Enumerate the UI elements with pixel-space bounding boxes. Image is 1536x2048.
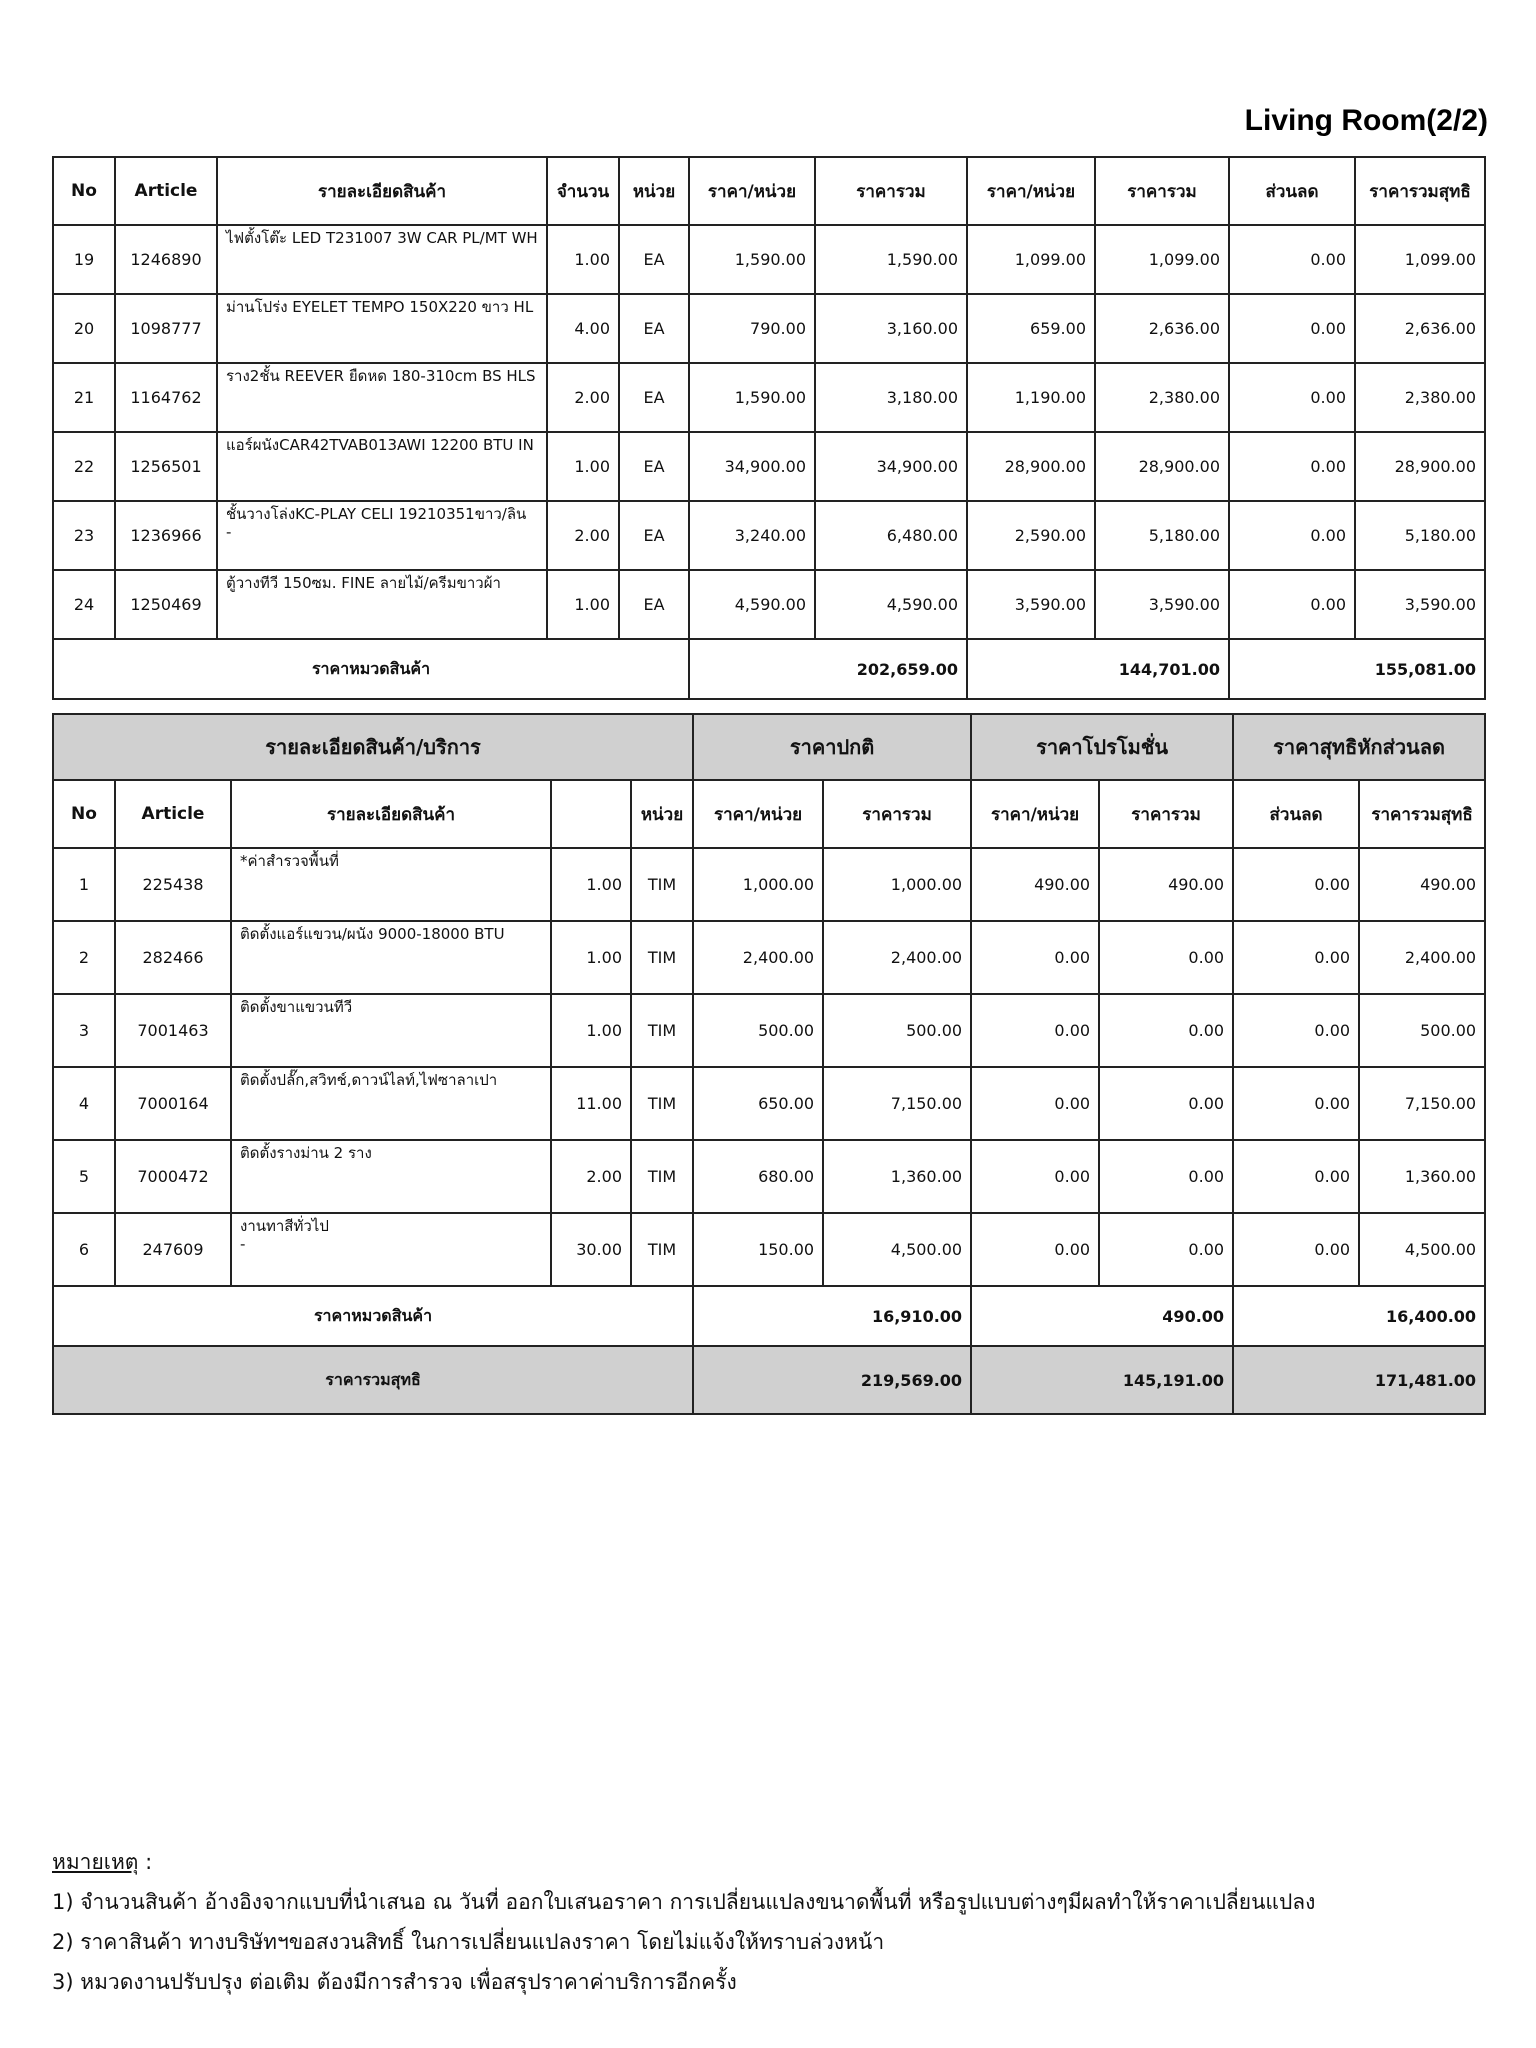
group-header-promo-price: ราคาโปรโมชั่น [971, 714, 1233, 780]
cell-promo-unit-price: 0.00 [971, 1067, 1099, 1140]
cell-promo-total: 0.00 [1099, 994, 1233, 1067]
cell-no: 5 [53, 1140, 115, 1213]
cell-promo-total: 1,099.00 [1095, 225, 1229, 294]
cell-promo-unit-price: 28,900.00 [967, 432, 1095, 501]
col-header-article: Article [115, 780, 231, 848]
col-header-unit: หน่วย [631, 780, 693, 848]
table-row [53, 570, 1485, 639]
cell-total: 1,360.00 [823, 1140, 971, 1213]
cell-quantity: 1.00 [547, 570, 619, 639]
notes-heading: หมายเหตุ [52, 1850, 139, 1874]
group-header-regular-price: ราคาปกติ [693, 714, 971, 780]
cell-unit-price: 1,000.00 [693, 848, 823, 921]
cell-quantity: 1.00 [551, 921, 631, 994]
cell-description: ราง2ชั้น REEVER ยืดหด 180-310cm BS HLS [217, 363, 547, 432]
cell-unit-price: 2,400.00 [693, 921, 823, 994]
cell-promo-total: 0.00 [1099, 1067, 1233, 1140]
cell-description [217, 501, 547, 570]
table-row [53, 225, 1485, 294]
cell-discount: 0.00 [1229, 570, 1355, 639]
col-header-unit-price: ราคา/หน่วย [689, 157, 815, 225]
grand-total-label: ราคารวมสุทธิ [53, 1346, 693, 1414]
cell-no: 19 [53, 225, 115, 294]
cell-discount: 0.00 [1229, 363, 1355, 432]
col-header-unit: หน่วย [619, 157, 689, 225]
cell-article: 1236966 [115, 501, 217, 570]
col-header-promo-unit-price: ราคา/หน่วย [971, 780, 1099, 848]
col-header-promo-total: ราคารวม [1099, 780, 1233, 848]
col-header-discount: ส่วนลด [1229, 157, 1355, 225]
cell-description: แอร์ผนังCAR42TVAB013AWI 12200 BTU IN [217, 432, 547, 501]
subtotal-promo: 490.00 [971, 1286, 1233, 1346]
cell-no: 3 [53, 994, 115, 1067]
cell-promo-total: 0.00 [1099, 921, 1233, 994]
cell-discount: 0.00 [1233, 994, 1359, 1067]
table-row [53, 1140, 1485, 1213]
cell-no: 23 [53, 501, 115, 570]
group-header-items: รายละเอียดสินค้า/บริการ [53, 714, 693, 780]
cell-unit: TIM [631, 921, 693, 994]
group-header-net-price: ราคาสุทธิหักส่วนลด [1233, 714, 1485, 780]
grand-total-regular: 219,569.00 [693, 1346, 971, 1414]
cell-net-total: 1,360.00 [1359, 1140, 1485, 1213]
cell-promo-unit-price: 0.00 [971, 1140, 1099, 1213]
products-header-row [53, 157, 1485, 225]
services-table [52, 713, 1486, 1415]
cell-article: 7000472 [115, 1140, 231, 1213]
cell-discount: 0.00 [1233, 921, 1359, 994]
cell-total: 1,590.00 [815, 225, 967, 294]
cell-no: 1 [53, 848, 115, 921]
cell-promo-unit-price: 1,190.00 [967, 363, 1095, 432]
cell-description: ติดตั้งรางม่าน 2 ราง [231, 1140, 551, 1213]
cell-article: 225438 [115, 848, 231, 921]
cell-article: 1246890 [115, 225, 217, 294]
grand-total-net: 171,481.00 [1233, 1346, 1485, 1414]
cell-total: 4,500.00 [823, 1213, 971, 1286]
cell-unit-price: 790.00 [689, 294, 815, 363]
col-header-promo-total: ราคารวม [1095, 157, 1229, 225]
cell-promo-total: 0.00 [1099, 1140, 1233, 1213]
notes-heading-line [52, 1842, 1315, 1882]
description-text: ชั้นวางโล่งKC-PLAY CELI 19210351ขาว/ลิน [226, 505, 527, 523]
cell-unit-price: 150.00 [693, 1213, 823, 1286]
cell-discount: 0.00 [1233, 1067, 1359, 1140]
description-extra: - [240, 1235, 246, 1253]
cell-total: 4,590.00 [815, 570, 967, 639]
cell-promo-unit-price: 659.00 [967, 294, 1095, 363]
subtotal-promo: 144,701.00 [967, 639, 1229, 699]
cell-promo-total: 490.00 [1099, 848, 1233, 921]
cell-discount: 0.00 [1229, 225, 1355, 294]
cell-description [231, 1213, 551, 1286]
cell-quantity: 2.00 [547, 363, 619, 432]
cell-unit: EA [619, 570, 689, 639]
cell-no: 22 [53, 432, 115, 501]
cell-unit-price: 680.00 [693, 1140, 823, 1213]
products-subtotal-row [53, 639, 1485, 699]
products-table [52, 156, 1486, 700]
cell-discount: 0.00 [1229, 294, 1355, 363]
cell-promo-unit-price: 1,099.00 [967, 225, 1095, 294]
cell-article: 1164762 [115, 363, 217, 432]
cell-total: 3,180.00 [815, 363, 967, 432]
grand-total-promo: 145,191.00 [971, 1346, 1233, 1414]
services-subtotal-row [53, 1286, 1485, 1346]
cell-quantity: 2.00 [547, 501, 619, 570]
col-header-net-total: ราคารวมสุทธิ [1359, 780, 1485, 848]
cell-discount: 0.00 [1229, 432, 1355, 501]
cell-total: 6,480.00 [815, 501, 967, 570]
subtotal-label: ราคาหมวดสินค้า [53, 1286, 693, 1346]
cell-article: 7000164 [115, 1067, 231, 1140]
cell-unit: EA [619, 501, 689, 570]
cell-no: 2 [53, 921, 115, 994]
cell-quantity: 30.00 [551, 1213, 631, 1286]
description-text: งานทาสีทั่วไป [240, 1217, 329, 1235]
cell-discount: 0.00 [1233, 848, 1359, 921]
cell-description: ติดตั้งแอร์แขวน/ผนัง 9000-18000 BTU [231, 921, 551, 994]
cell-promo-unit-price: 2,590.00 [967, 501, 1095, 570]
cell-net-total: 7,150.00 [1359, 1067, 1485, 1140]
cell-description: ไฟตั้งโต๊ะ LED T231007 3W CAR PL/MT WH [217, 225, 547, 294]
cell-unit-price: 3,240.00 [689, 501, 815, 570]
cell-net-total: 3,590.00 [1355, 570, 1485, 639]
subtotal-regular: 202,659.00 [689, 639, 967, 699]
cell-discount: 0.00 [1229, 501, 1355, 570]
cell-promo-unit-price: 3,590.00 [967, 570, 1095, 639]
notes-heading-suffix: : [138, 1850, 153, 1874]
table-row [53, 921, 1485, 994]
cell-unit-price: 4,590.00 [689, 570, 815, 639]
cell-promo-total: 0.00 [1099, 1213, 1233, 1286]
note-item: 2) ราคาสินค้า ทางบริษัทฯขอสงวนสิทธิ์ ในการเปลี่ยนแปลงราคา โดยไม่แจ้งให้ทราบล่วงหน้า [52, 1930, 885, 1954]
cell-unit: TIM [631, 1213, 693, 1286]
cell-net-total: 2,400.00 [1359, 921, 1485, 994]
cell-net-total: 5,180.00 [1355, 501, 1485, 570]
grand-total-row [53, 1346, 1485, 1414]
cell-total: 7,150.00 [823, 1067, 971, 1140]
cell-unit-price: 500.00 [693, 994, 823, 1067]
cell-unit: TIM [631, 1140, 693, 1213]
col-header-no: No [53, 157, 115, 225]
note-item: 1) จำนวนสินค้า อ้างอิงจากแบบที่นำเสนอ ณ วันที่ ออกใบเสนอราคา การเปลี่ยนแปลงขนาดพื้นที่ หรือรูปแบบต่างๆมีผลทำให้ราคาเปลี่ยนแปลง [52, 1890, 1316, 1914]
cell-description: ตู้วางทีวี 150ซม. FINE ลายไม้/ครีมขาวผ้า [217, 570, 547, 639]
cell-article: 1250469 [115, 570, 217, 639]
subtotal-net: 155,081.00 [1229, 639, 1485, 699]
col-header-quantity: จำนวน [547, 157, 619, 225]
cell-promo-unit-price: 0.00 [971, 921, 1099, 994]
col-header-quantity [551, 780, 631, 848]
col-header-article: Article [115, 157, 217, 225]
services-group-header-row [53, 714, 1485, 780]
col-header-promo-unit-price: ราคา/หน่วย [967, 157, 1095, 225]
cell-article: 282466 [115, 921, 231, 994]
col-header-no: No [53, 780, 115, 848]
cell-description: *ค่าสำรวจพื้นที่ [231, 848, 551, 921]
cell-discount: 0.00 [1233, 1213, 1359, 1286]
cell-total: 3,160.00 [815, 294, 967, 363]
col-header-description: รายละเอียดสินค้า [231, 780, 551, 848]
cell-unit: TIM [631, 1067, 693, 1140]
cell-article: 7001463 [115, 994, 231, 1067]
table-row [53, 994, 1485, 1067]
cell-description: ติดตั้งขาแขวนทีวี [231, 994, 551, 1067]
cell-unit: EA [619, 294, 689, 363]
col-header-total: ราคารวม [823, 780, 971, 848]
cell-net-total: 490.00 [1359, 848, 1485, 921]
cell-promo-total: 2,380.00 [1095, 363, 1229, 432]
table-row [53, 363, 1485, 432]
description-extra: - [226, 523, 232, 541]
cell-promo-unit-price: 490.00 [971, 848, 1099, 921]
table-row [53, 294, 1485, 363]
cell-unit-price: 650.00 [693, 1067, 823, 1140]
cell-promo-total: 2,636.00 [1095, 294, 1229, 363]
table-row [53, 848, 1485, 921]
cell-promo-total: 3,590.00 [1095, 570, 1229, 639]
services-header-row [53, 780, 1485, 848]
col-header-total: ราคารวม [815, 157, 967, 225]
cell-total: 500.00 [823, 994, 971, 1067]
notes [52, 1842, 1315, 2002]
table-row [53, 501, 1485, 570]
table-row [53, 1067, 1485, 1140]
cell-total: 1,000.00 [823, 848, 971, 921]
cell-article: 1098777 [115, 294, 217, 363]
cell-promo-total: 28,900.00 [1095, 432, 1229, 501]
cell-unit-price: 34,900.00 [689, 432, 815, 501]
cell-unit: TIM [631, 848, 693, 921]
cell-net-total: 4,500.00 [1359, 1213, 1485, 1286]
cell-unit: EA [619, 363, 689, 432]
cell-quantity: 2.00 [551, 1140, 631, 1213]
cell-unit: TIM [631, 994, 693, 1067]
cell-quantity: 1.00 [547, 225, 619, 294]
cell-no: 24 [53, 570, 115, 639]
cell-net-total: 2,636.00 [1355, 294, 1485, 363]
cell-net-total: 500.00 [1359, 994, 1485, 1067]
cell-no: 20 [53, 294, 115, 363]
cell-total: 34,900.00 [815, 432, 967, 501]
cell-unit-price: 1,590.00 [689, 363, 815, 432]
cell-unit-price: 1,590.00 [689, 225, 815, 294]
cell-net-total: 2,380.00 [1355, 363, 1485, 432]
cell-description: ม่านโปร่ง EYELET TEMPO 150X220 ขาว HL [217, 294, 547, 363]
page-title: Living Room(2/2) [1244, 104, 1488, 137]
cell-article: 247609 [115, 1213, 231, 1286]
subtotal-regular: 16,910.00 [693, 1286, 971, 1346]
cell-promo-unit-price: 0.00 [971, 1213, 1099, 1286]
cell-no: 6 [53, 1213, 115, 1286]
cell-no: 4 [53, 1067, 115, 1140]
cell-net-total: 1,099.00 [1355, 225, 1485, 294]
cell-total: 2,400.00 [823, 921, 971, 994]
cell-article: 1256501 [115, 432, 217, 501]
cell-promo-unit-price: 0.00 [971, 994, 1099, 1067]
table-row [53, 432, 1485, 501]
table-row [53, 1213, 1485, 1286]
cell-quantity: 11.00 [551, 1067, 631, 1140]
subtotal-net: 16,400.00 [1233, 1286, 1485, 1346]
cell-net-total: 28,900.00 [1355, 432, 1485, 501]
cell-unit: EA [619, 225, 689, 294]
note-item: 3) หมวดงานปรับปรุง ต่อเติม ต้องมีการสำรวจ เพื่อสรุปราคาค่าบริการอีกครั้ง [52, 1970, 737, 1994]
col-header-discount: ส่วนลด [1233, 780, 1359, 848]
cell-quantity: 1.00 [551, 848, 631, 921]
cell-description: ติดตั้งปลั๊ก,สวิทช์,ดาวน์ไลท์,ไฟซาลาเปา [231, 1067, 551, 1140]
cell-unit: EA [619, 432, 689, 501]
cell-quantity: 1.00 [551, 994, 631, 1067]
subtotal-label: ราคาหมวดสินค้า [53, 639, 689, 699]
col-header-net-total: ราคารวมสุทธิ [1355, 157, 1485, 225]
cell-discount: 0.00 [1233, 1140, 1359, 1213]
cell-no: 21 [53, 363, 115, 432]
cell-quantity: 4.00 [547, 294, 619, 363]
col-header-description: รายละเอียดสินค้า [217, 157, 547, 225]
cell-quantity: 1.00 [547, 432, 619, 501]
cell-promo-total: 5,180.00 [1095, 501, 1229, 570]
col-header-unit-price: ราคา/หน่วย [693, 780, 823, 848]
